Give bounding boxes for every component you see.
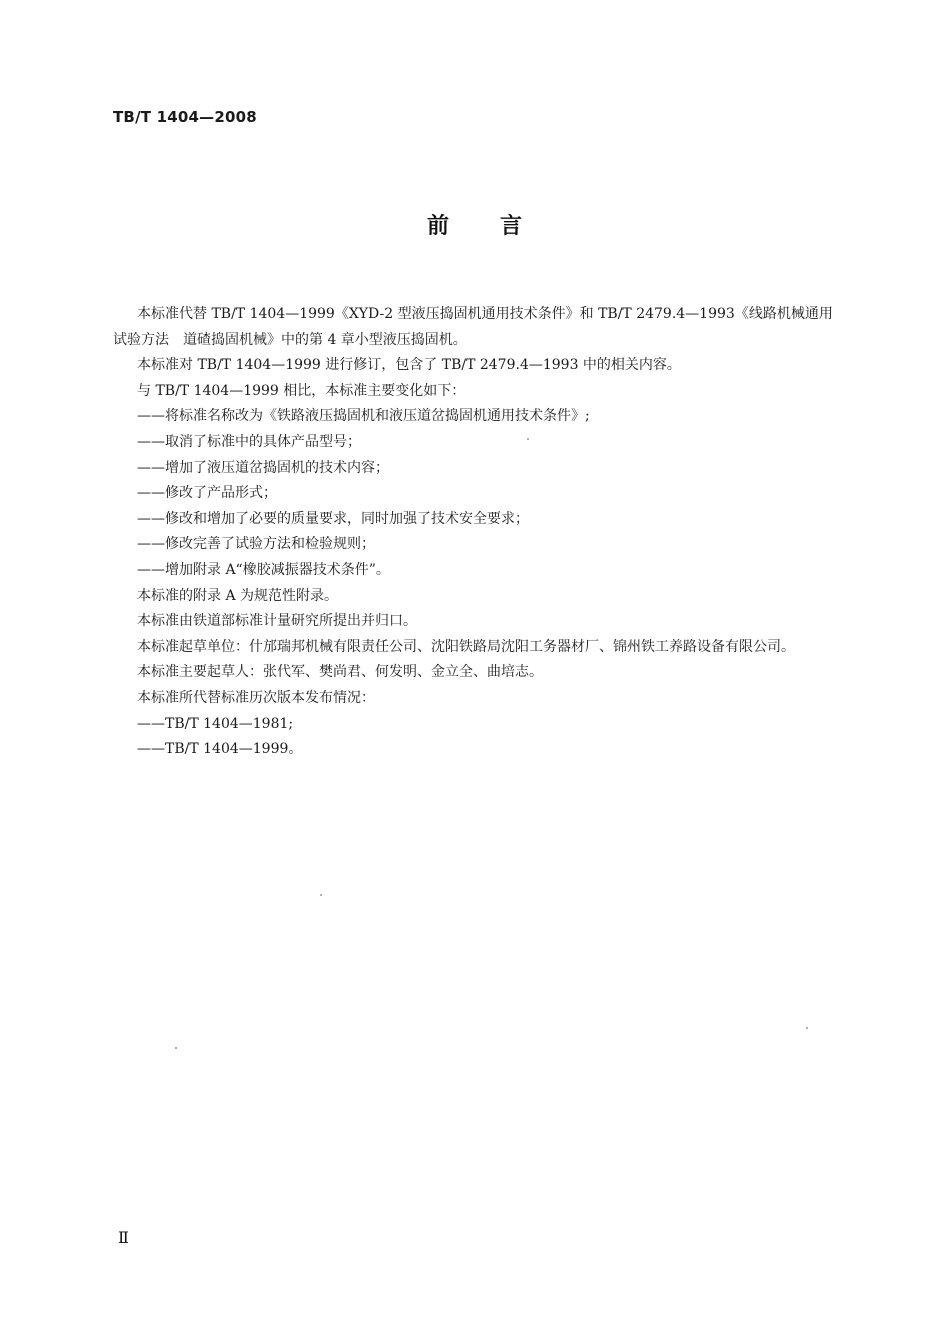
change-item: ——增加附录 A“橡胶减振器技术条件”。	[137, 561, 390, 578]
scan-speck	[806, 1027, 808, 1029]
scan-speck	[527, 438, 529, 440]
paragraph-drafting-units: 本标准起草单位：什邡瑞邦机械有限责任公司、沈阳铁路局沈阳工务器材厂、锦州铁工养路设备有限公司。	[137, 638, 795, 655]
paragraph-drafters: 本标准主要起草人：张代军、樊尚君、何发明、金立全、曲培志。	[137, 664, 543, 681]
scan-speck	[175, 1047, 177, 1049]
change-item: ——增加了液压道岔捣固机的技术内容；	[137, 459, 389, 476]
title-char-2: 言	[500, 214, 524, 239]
paragraph-history-intro: 本标准所代替标准历次版本发布情况：	[137, 689, 375, 706]
page-title	[0, 209, 950, 240]
scan-speck	[320, 894, 322, 896]
change-item: ——修改了产品形式；	[137, 485, 277, 502]
change-item: ——取消了标准中的具体产品型号；	[137, 433, 361, 450]
title-char-1: 前	[426, 214, 450, 239]
change-item: ——修改和增加了必要的质量要求，同时加强了技术安全要求；	[137, 510, 529, 527]
change-item: ——修改完善了试验方法和检验规则；	[137, 536, 375, 553]
paragraph-changes-intro: 与 TB/T 1404—1999 相比，本标准主要变化如下：	[137, 382, 466, 399]
paragraph-replacement: 本标准代替 TB/T 1404—1999《XYD-2 型液压捣固机通用技术条件》和 TB/T 2479.4—1993《线路机械通用试验方法 道碴捣固机械》中的第 4 章小型液压捣固机。	[113, 306, 833, 348]
foreword-body	[113, 302, 835, 763]
page-number: Ⅱ	[118, 1228, 129, 1247]
standard-code-header: TB/T 1404—2008	[113, 108, 257, 126]
paragraph-proposer: 本标准由铁道部标准计量研究所提出并归口。	[137, 613, 417, 630]
paragraph-annex: 本标准的附录 A 为规范性附录。	[137, 587, 339, 604]
history-item: ——TB/T 1404—1981;	[137, 715, 294, 732]
change-item: ——将标准名称改为《铁路液压捣固机和液压道岔捣固机通用技术条件》;	[137, 408, 590, 425]
history-item: ——TB/T 1404—1999。	[137, 741, 303, 758]
paragraph-revision: 本标准对 TB/T 1404—1999 进行修订，包含了 TB/T 2479.4—1993 中的相关内容。	[137, 357, 681, 374]
